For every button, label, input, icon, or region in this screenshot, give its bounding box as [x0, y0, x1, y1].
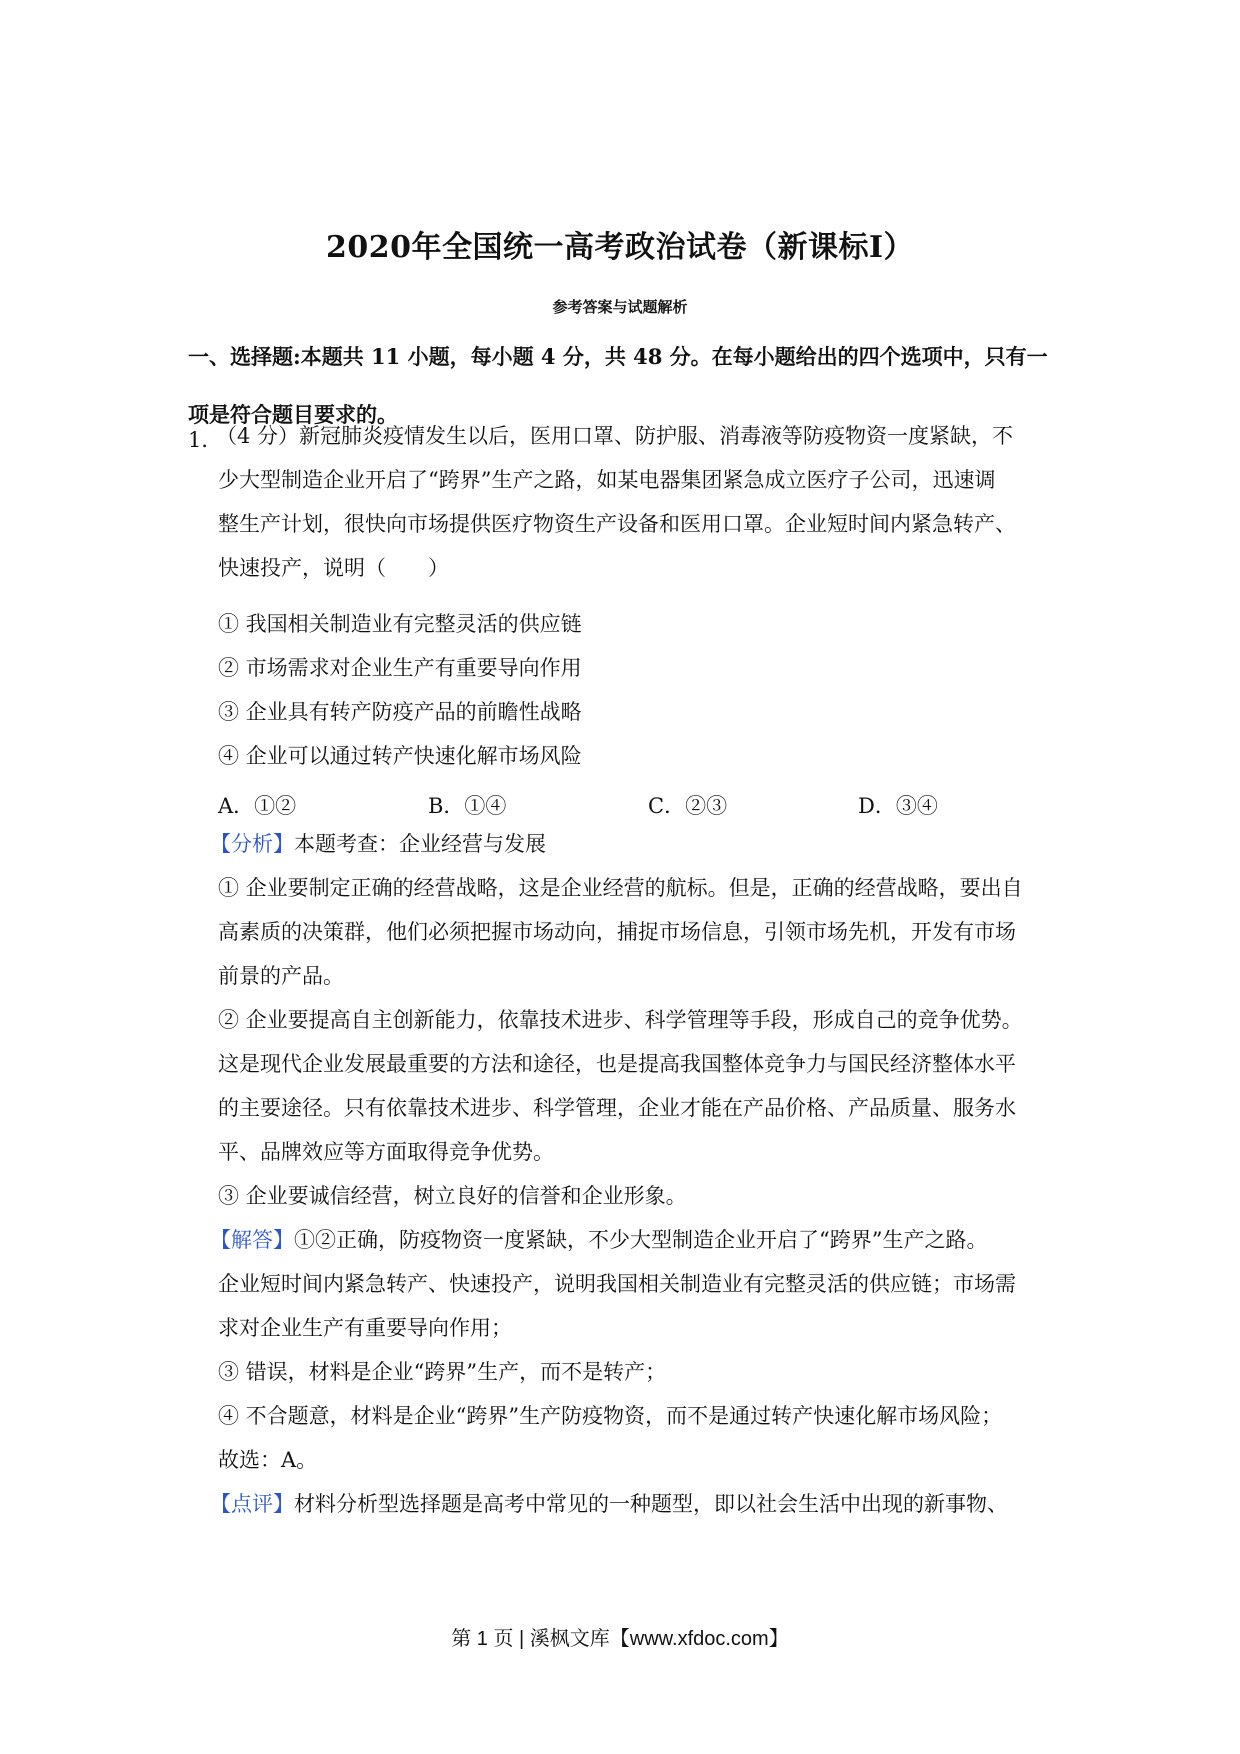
section-heading-line: 项是符合题目要求的。	[188, 402, 398, 427]
analysis-line: ③ 企业要诚信经营，树立良好的信誉和企业形象。	[218, 1184, 687, 1208]
answer-first-line	[210, 1218, 1016, 1262]
stem-line: 少大型制造企业开启了“跨界”生产之路，如某电器集团紧急成立医疗子公司，迅速调	[218, 468, 996, 492]
stem-line: 快速投产，说明（ ）	[218, 556, 449, 580]
question-number: 1．	[188, 428, 223, 452]
review-text: 材料分析型选择题是高考中常见的一种题型，即以社会生活中出现的新事物、	[294, 1492, 1008, 1516]
statement-list	[218, 602, 582, 778]
answer-line: 求对企业生产有重要导向作用；	[218, 1316, 512, 1340]
option-a: A．①②	[218, 794, 297, 818]
analysis-intro-line	[210, 822, 1023, 866]
answer-tag: 【解答】	[210, 1228, 294, 1252]
statement-item: ① 我国相关制造业有完整灵活的供应链	[218, 612, 582, 636]
answer-first: ①②正确，防疫物资一度紧缺，不少大型制造企业开启了“跨界”生产之路。	[294, 1228, 988, 1252]
answer-line: ③ 错误，材料是企业“跨界”生产，而不是转产；	[218, 1360, 667, 1384]
section-heading-line: 一、选择题:本题共 11 小题，每小题 4 分，共 48 分。在每小题给出的四个选项中，只有一	[188, 344, 1048, 369]
page-subtitle: 参考答案与试题解析	[552, 298, 688, 316]
review-tag: 【点评】	[210, 1492, 294, 1516]
analysis-line: 的主要途径。只有依靠技术进步、科学管理，企业才能在产品价格、产品质量、服务水	[218, 1096, 1016, 1120]
statement-item: ② 市场需求对企业生产有重要导向作用	[218, 656, 582, 680]
page-footer: 第 1 页 | 溪枫文库【www.xfdoc.com】	[451, 1628, 789, 1650]
option-d: D．③④	[858, 794, 938, 818]
analysis-line: 这是现代企业发展最重要的方法和途径，也是提高我国整体竞争力与国民经济整体水平	[218, 1052, 1016, 1076]
stem-line: （4 分）新冠肺炎疫情发生以后，医用口罩、防护服、消毒液等防疫物资一度紧缺，不	[216, 424, 1014, 448]
analysis-intro: 本题考查：企业经营与发展	[294, 832, 546, 856]
option-c: C．②③	[648, 794, 728, 818]
page-title: 2020年全国统一高考政治试卷（新课标Ⅰ）	[325, 230, 915, 265]
analysis-line: 前景的产品。	[218, 964, 344, 988]
answer-line: 故选：A。	[218, 1448, 318, 1472]
analysis-line: 高素质的决策群，他们必须把握市场动向，捕捉市场信息，引领市场先机，开发有市场	[218, 920, 1016, 944]
analysis-line: ② 企业要提高自主创新能力，依靠技术进步、科学管理等手段，形成自己的竞争优势。	[218, 1008, 1023, 1032]
analysis-tag: 【分析】	[210, 832, 294, 856]
answer-line: ④ 不合题意，材料是企业“跨界”生产防疫物资，而不是通过转产快速化解市场风险；	[218, 1404, 1003, 1428]
option-b: B．①④	[428, 794, 507, 818]
question-stem	[216, 414, 1016, 590]
analysis-line: ① 企业要制定正确的经营战略，这是企业经营的航标。但是，正确的经营战略，要出自	[218, 876, 1023, 900]
analysis-line: 平、品牌效应等方面取得竞争优势。	[218, 1140, 554, 1164]
statement-item: ③ 企业具有转产防疫产品的前瞻性战略	[218, 700, 582, 724]
review-line	[210, 1482, 1008, 1526]
statement-item: ④ 企业可以通过转产快速化解市场风险	[218, 744, 582, 768]
answer-line: 企业短时间内紧急转产、快速投产，说明我国相关制造业有完整灵活的供应链；市场需	[218, 1272, 1016, 1296]
analysis-block	[210, 822, 1023, 1218]
answer-block	[210, 1218, 1016, 1482]
stem-line: 整生产计划，很快向市场提供医疗物资生产设备和医用口罩。企业短时间内紧急转产、	[218, 512, 1016, 536]
